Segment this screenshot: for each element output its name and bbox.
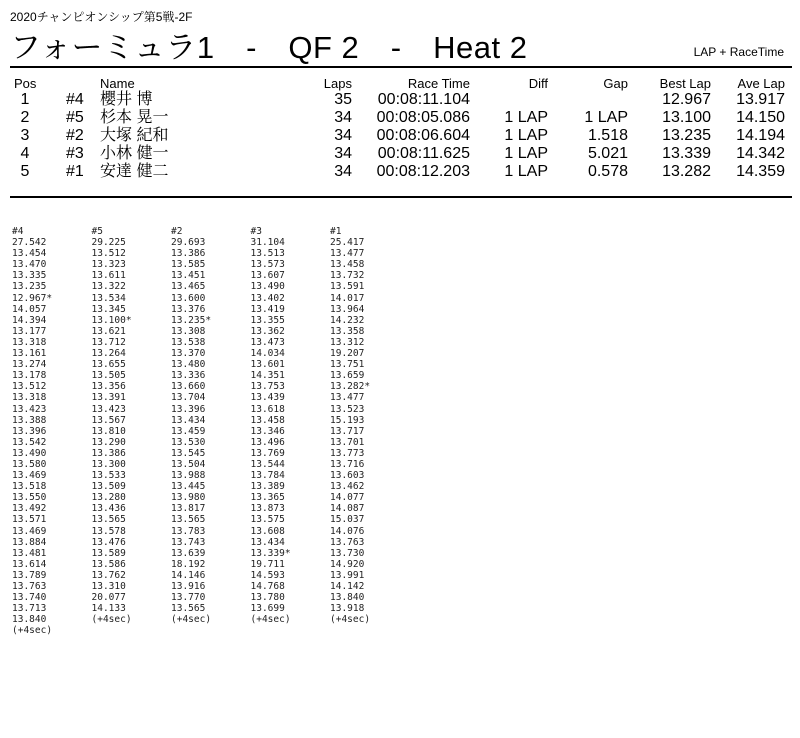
lap-time-cell: 13.388 xyxy=(12,414,47,426)
lap-time-cell: 14.034 xyxy=(250,348,285,360)
lap-time-cell: 13.318 xyxy=(12,336,47,348)
lap-time-cell: 13.608 xyxy=(250,525,285,537)
ave-lap-cell: 14.150 xyxy=(736,109,785,126)
lap-time-cell: 13.565 xyxy=(91,514,126,526)
race-time-cell: 00:08:05.086 xyxy=(376,109,470,126)
pos-cell: 2 xyxy=(20,109,30,126)
col-gap-header: Gap xyxy=(603,76,628,91)
lap-time-cell: (+4sec) xyxy=(171,614,212,626)
best-lap-cell: 13.339 xyxy=(662,145,711,162)
lap-time-cell: 13.470 xyxy=(12,259,47,271)
lap-time-cell: 13.335 xyxy=(12,270,47,282)
diff-cell: 1 LAP xyxy=(504,145,548,162)
lap-time-cell: 13.567 xyxy=(91,414,126,426)
laps-cell: 34 xyxy=(334,127,352,144)
lap-time-cell: 13.763 xyxy=(330,536,365,548)
lap-time-cell: 14.232 xyxy=(330,314,365,326)
lap-time-cell: 13.655 xyxy=(91,359,126,371)
lap-time-cell: 14.076 xyxy=(330,525,365,537)
lap-time-cell: 13.290 xyxy=(91,436,126,448)
lap-time-cell: 13.323 xyxy=(91,259,126,271)
car-number-cell: #5 xyxy=(66,109,84,126)
car-number-cell: #1 xyxy=(66,163,84,180)
lap-time-cell: 13.458 xyxy=(330,259,365,271)
lap-time-cell: 13.490 xyxy=(250,281,285,293)
driver-name-cell: 杉本 晃一 xyxy=(100,109,169,126)
lap-time-cell: 13.545 xyxy=(171,447,206,459)
lap-time-cell: 13.473 xyxy=(250,336,285,348)
lap-time-cell: 13.310 xyxy=(91,581,126,592)
lap-time-cell: 13.578 xyxy=(91,525,126,537)
lap-time-cell: 13.840 xyxy=(12,614,47,626)
lap-time-cell: 13.575 xyxy=(250,514,285,526)
lap-time-cell: 13.308 xyxy=(171,325,206,337)
ave-lap-cell: 14.342 xyxy=(736,145,785,162)
lap-column-header: #3 xyxy=(250,226,262,237)
lap-time-cell: (+4sec) xyxy=(91,614,132,626)
result-row xyxy=(14,109,785,127)
lap-time-cell: 13.542 xyxy=(12,436,47,448)
lap-time-cell: 13.991 xyxy=(330,569,365,581)
lap-column-header: #5 xyxy=(91,226,103,237)
result-row xyxy=(14,145,785,163)
lap-time-cell: 12.967* xyxy=(12,292,53,304)
laps-cell: 34 xyxy=(334,163,352,180)
lap-time-cell: 14.017 xyxy=(330,292,365,304)
lap-time-cell: 13.639 xyxy=(171,547,206,559)
col-car-header xyxy=(66,76,100,91)
lap-time-cell: 13.713 xyxy=(12,603,47,615)
lap-time-cell: 14.057 xyxy=(12,303,47,315)
lap-time-cell: 13.660 xyxy=(171,381,206,393)
results-table xyxy=(14,76,785,181)
lap-time-cell: 13.434 xyxy=(250,536,285,548)
lap-time-cell: 13.740 xyxy=(12,592,47,604)
result-row xyxy=(14,127,785,145)
lap-time-cell: 13.565 xyxy=(171,603,206,615)
lap-time-cell: 13.603 xyxy=(330,470,365,482)
lap-time-cell: 13.322 xyxy=(91,281,126,293)
lap-time-cell: 13.614 xyxy=(12,558,47,570)
driver-name-cell: 小林 健一 xyxy=(100,145,169,162)
lap-time-cell: 13.370 xyxy=(171,348,206,360)
lap-time-cell: 13.492 xyxy=(12,503,47,515)
lap-time-cell: 13.480 xyxy=(171,359,206,371)
lap-time-cell: 13.235* xyxy=(171,314,212,326)
lap-time-cell: 29.225 xyxy=(91,237,126,249)
lap-time-cell: (+4sec) xyxy=(12,625,53,637)
lap-time-cell: 13.177 xyxy=(12,325,47,337)
result-row xyxy=(14,163,785,181)
report-type-label: LAP + RaceTime xyxy=(693,45,784,59)
lap-time-cell: 13.585 xyxy=(171,259,206,271)
lap-time-cell: 13.840 xyxy=(330,592,365,604)
race-time-cell: 00:08:12.203 xyxy=(376,163,470,180)
lap-time-cell: 13.235 xyxy=(12,281,47,293)
lap-time-cell: (+4sec) xyxy=(250,614,291,626)
laps-cell: 34 xyxy=(334,145,352,162)
lap-time-cell: 13.753 xyxy=(250,381,285,393)
lap-time-cell: 13.701 xyxy=(330,436,365,448)
lap-time-cell: 13.454 xyxy=(12,248,47,260)
lap-time-cell: 13.717 xyxy=(330,425,365,437)
lap-time-cell: 13.402 xyxy=(250,292,285,304)
lap-time-cell: 13.477 xyxy=(330,392,365,404)
lap-time-cell: 13.769 xyxy=(250,447,285,459)
lap-time-cell: 13.280 xyxy=(91,492,126,504)
lap-time-cell: 13.434 xyxy=(171,414,206,426)
lap-time-cell: 14.593 xyxy=(250,569,285,581)
lap-time-cell: 13.810 xyxy=(91,425,126,437)
lap-column-header: #1 xyxy=(330,226,342,237)
driver-name-cell: 櫻井 博 xyxy=(100,91,153,108)
lap-time-cell: 13.618 xyxy=(250,403,285,415)
lap-time-cell: 13.389 xyxy=(250,481,285,493)
lap-time-cell: 13.565 xyxy=(171,514,206,526)
lap-column-header: #4 xyxy=(12,226,24,237)
lap-time-cell: 13.988 xyxy=(171,470,206,482)
lap-time-cell: 13.419 xyxy=(250,303,285,315)
lap-column xyxy=(171,226,249,625)
lap-time-cell: 13.586 xyxy=(91,558,126,570)
gap-cell: 5.021 xyxy=(587,145,628,162)
lap-time-cell: 13.476 xyxy=(91,536,126,548)
bottom-divider xyxy=(10,196,792,198)
gap-cell: 0.578 xyxy=(587,163,628,180)
col-diff-header: Diff xyxy=(528,76,548,91)
lap-time-cell: 13.751 xyxy=(330,359,365,371)
lap-time-cell: 14.394 xyxy=(12,314,47,326)
lap-time-cell: 13.712 xyxy=(91,336,126,348)
lap-time-cell: 13.312 xyxy=(330,336,365,348)
lap-time-cell: 13.789 xyxy=(12,569,47,581)
lap-time-cell: 14.087 xyxy=(330,503,365,515)
gap-cell: 1.518 xyxy=(587,127,628,144)
lap-time-cell: 13.346 xyxy=(250,425,285,437)
lap-time-cell: 13.770 xyxy=(171,592,206,604)
diff-cell: 1 LAP xyxy=(504,109,548,126)
lap-time-cell: 13.704 xyxy=(171,392,206,404)
lap-time-cell: 14.142 xyxy=(330,581,365,592)
lap-time-cell: (+4sec) xyxy=(330,614,371,626)
results-header-row xyxy=(14,76,785,91)
diff-cell xyxy=(470,91,548,109)
lap-time-cell: 18.192 xyxy=(171,558,206,570)
lap-time-cell: 13.318 xyxy=(12,392,47,404)
lap-time-cell: 13.518 xyxy=(12,481,47,493)
lap-time-cell: 13.356 xyxy=(91,381,126,393)
lap-time-cell: 13.513 xyxy=(250,248,285,260)
event-subtitle: 2020チャンピオンシップ第5戦-2F xyxy=(10,10,193,24)
lap-time-cell: 13.611 xyxy=(91,270,126,282)
lap-time-cell: 13.465 xyxy=(171,281,206,293)
lap-time-cell: 13.544 xyxy=(250,458,285,470)
lap-time-cell: 19.207 xyxy=(330,348,365,360)
race-time-cell: 00:08:06.604 xyxy=(376,127,470,144)
lap-time-cell: 13.458 xyxy=(250,414,285,426)
race-time-cell: 00:08:11.104 xyxy=(377,91,470,108)
lap-column xyxy=(92,226,170,625)
lap-time-cell: 13.339* xyxy=(250,547,291,559)
lap-column xyxy=(330,226,408,625)
lap-time-cell: 13.391 xyxy=(91,392,126,404)
lap-time-cell: 13.365 xyxy=(250,492,285,504)
diff-cell: 1 LAP xyxy=(504,163,548,180)
lap-time-cell: 29.693 xyxy=(171,237,206,249)
car-number-cell: #2 xyxy=(66,127,84,144)
lap-time-cell: 13.509 xyxy=(91,481,126,493)
lap-time-cell: 13.345 xyxy=(91,303,126,315)
lap-time-cell: 13.161 xyxy=(12,348,47,360)
lap-time-cell: 14.133 xyxy=(91,603,126,615)
lap-time-cell: 15.037 xyxy=(330,514,365,526)
ave-lap-cell: 13.917 xyxy=(736,91,785,108)
lap-time-cell: 13.477 xyxy=(330,248,365,260)
lap-time-cell: 13.580 xyxy=(12,458,47,470)
diff-cell: 1 LAP xyxy=(504,127,548,144)
lap-time-cell: 13.445 xyxy=(171,481,206,493)
pos-cell: 4 xyxy=(20,145,30,162)
lap-time-cell: 13.469 xyxy=(12,470,47,482)
lap-column-header: #2 xyxy=(171,226,183,237)
col-name-header: Name xyxy=(100,76,135,91)
gap-cell xyxy=(548,91,628,109)
lap-column xyxy=(251,226,329,625)
lap-column xyxy=(12,226,90,636)
lap-time-cell: 13.600 xyxy=(171,292,206,304)
lap-time-cell: 13.780 xyxy=(250,592,285,604)
lap-time-cell: 13.571 xyxy=(12,514,47,526)
lap-time-cell: 13.550 xyxy=(12,492,47,504)
lap-time-cell: 27.542 xyxy=(12,237,47,249)
gap-cell: 1 LAP xyxy=(584,109,628,126)
lap-time-cell: 14.768 xyxy=(250,581,285,592)
lap-time-cell: 13.817 xyxy=(171,503,206,515)
lap-time-cell: 13.591 xyxy=(330,281,365,293)
lap-time-cell: 13.533 xyxy=(91,470,126,482)
best-lap-cell: 13.235 xyxy=(662,127,711,144)
lap-time-cell: 13.573 xyxy=(250,259,285,271)
best-lap-cell: 12.967 xyxy=(662,91,711,108)
lap-time-cell: 13.459 xyxy=(171,425,206,437)
lap-time-cell: 13.732 xyxy=(330,270,365,282)
lap-time-cell: 13.773 xyxy=(330,447,365,459)
lap-time-cell: 13.621 xyxy=(91,325,126,337)
lap-time-cell: 13.396 xyxy=(171,403,206,415)
lap-time-cell: 13.504 xyxy=(171,458,206,470)
lap-time-cell: 13.396 xyxy=(12,425,47,437)
lap-time-cell: 13.784 xyxy=(250,470,285,482)
lap-time-cell: 13.481 xyxy=(12,547,47,559)
driver-name-cell: 大塚 紀和 xyxy=(100,127,169,144)
lap-time-cell: 13.512 xyxy=(91,248,126,260)
lap-time-cell: 31.104 xyxy=(250,237,285,249)
lap-time-cell: 13.100* xyxy=(91,314,132,326)
lap-time-cell: 13.264 xyxy=(91,348,126,360)
lap-time-cell: 13.601 xyxy=(250,359,285,371)
lap-time-cell: 14.920 xyxy=(330,558,365,570)
lap-time-cell: 13.763 xyxy=(12,581,47,592)
top-divider xyxy=(10,66,792,68)
lap-time-cell: 15.193 xyxy=(330,414,365,426)
best-lap-cell: 13.282 xyxy=(662,163,711,180)
col-avelap-header: Ave Lap xyxy=(737,76,785,91)
lap-time-cell: 20.077 xyxy=(91,592,126,604)
col-pos-header: Pos xyxy=(14,76,37,91)
result-row xyxy=(14,91,785,109)
lap-time-cell: 13.358 xyxy=(330,325,365,337)
lap-time-cell: 13.362 xyxy=(250,325,285,337)
lap-time-cell: 13.607 xyxy=(250,270,285,282)
lap-time-cell: 13.534 xyxy=(91,292,126,304)
lap-time-cell: 19.711 xyxy=(250,558,285,570)
lap-time-cell: 13.505 xyxy=(91,370,126,382)
lap-time-cell: 13.496 xyxy=(250,436,285,448)
best-lap-cell: 13.100 xyxy=(662,109,711,126)
lap-time-cell: 13.762 xyxy=(91,569,126,581)
lap-time-cell: 13.300 xyxy=(91,458,126,470)
lap-time-cell: 13.436 xyxy=(91,503,126,515)
lap-time-cell: 13.274 xyxy=(12,359,47,371)
lap-time-cell: 13.980 xyxy=(171,492,206,504)
pos-cell: 5 xyxy=(20,163,30,180)
lap-time-cell: 13.355 xyxy=(250,314,285,326)
lap-time-cell: 13.730 xyxy=(330,547,365,559)
pos-cell: 1 xyxy=(20,91,30,108)
ave-lap-cell: 14.359 xyxy=(736,163,785,180)
lap-time-cell: 13.873 xyxy=(250,503,285,515)
lap-time-cell: 13.336 xyxy=(171,370,206,382)
lap-time-cell: 13.490 xyxy=(12,447,47,459)
page-title: フォーミュラ1 - QF 2 - Heat 2 xyxy=(10,30,528,65)
laps-cell: 35 xyxy=(334,91,352,108)
results-body xyxy=(14,91,785,181)
pos-cell: 3 xyxy=(20,127,30,144)
lap-time-cell: 13.439 xyxy=(250,392,285,404)
lap-time-cell: 13.884 xyxy=(12,536,47,548)
col-laps-header: Laps xyxy=(323,76,352,91)
lap-time-cell: 13.469 xyxy=(12,525,47,537)
lap-time-cell: 14.351 xyxy=(250,370,285,382)
race-time-cell: 00:08:11.625 xyxy=(377,145,470,162)
lap-time-cell: 13.512 xyxy=(12,381,47,393)
driver-name-cell: 安達 健二 xyxy=(100,163,169,180)
lap-time-cell: 13.386 xyxy=(171,248,206,260)
lap-time-cell: 13.462 xyxy=(330,481,365,493)
lap-time-cell: 14.077 xyxy=(330,492,365,504)
lap-time-cell: 13.916 xyxy=(171,581,206,592)
lap-time-cell: 13.451 xyxy=(171,270,206,282)
col-bestlap-header: Best Lap xyxy=(659,76,711,91)
lap-time-cell: 13.918 xyxy=(330,603,365,615)
lap-time-cell: 13.964 xyxy=(330,303,365,315)
lap-time-cell: 13.423 xyxy=(91,403,126,415)
lap-time-cell: 13.589 xyxy=(91,547,126,559)
car-number-cell: #3 xyxy=(66,145,84,162)
lap-time-cell: 13.783 xyxy=(171,525,206,537)
lap-time-cell: 13.386 xyxy=(91,447,126,459)
lap-time-cell: 25.417 xyxy=(330,237,365,249)
lap-time-cell: 13.523 xyxy=(330,403,365,415)
lap-time-cell: 13.376 xyxy=(171,303,206,315)
lap-time-cell: 13.178 xyxy=(12,370,47,382)
lap-time-cell: 13.423 xyxy=(12,403,47,415)
lap-time-cell: 13.530 xyxy=(171,436,206,448)
laps-cell: 34 xyxy=(334,109,352,126)
lap-time-cell: 13.699 xyxy=(250,603,285,615)
ave-lap-cell: 14.194 xyxy=(736,127,785,144)
lap-time-cell: 13.538 xyxy=(171,336,206,348)
lap-time-cell: 13.743 xyxy=(171,536,206,548)
col-racetime-header: Race Time xyxy=(407,76,470,91)
lap-time-cell: 13.282* xyxy=(330,381,371,393)
lap-time-cell: 13.716 xyxy=(330,458,365,470)
lap-time-cell: 14.146 xyxy=(171,569,206,581)
car-number-cell: #4 xyxy=(66,91,84,108)
lap-time-cell: 13.659 xyxy=(330,370,365,382)
